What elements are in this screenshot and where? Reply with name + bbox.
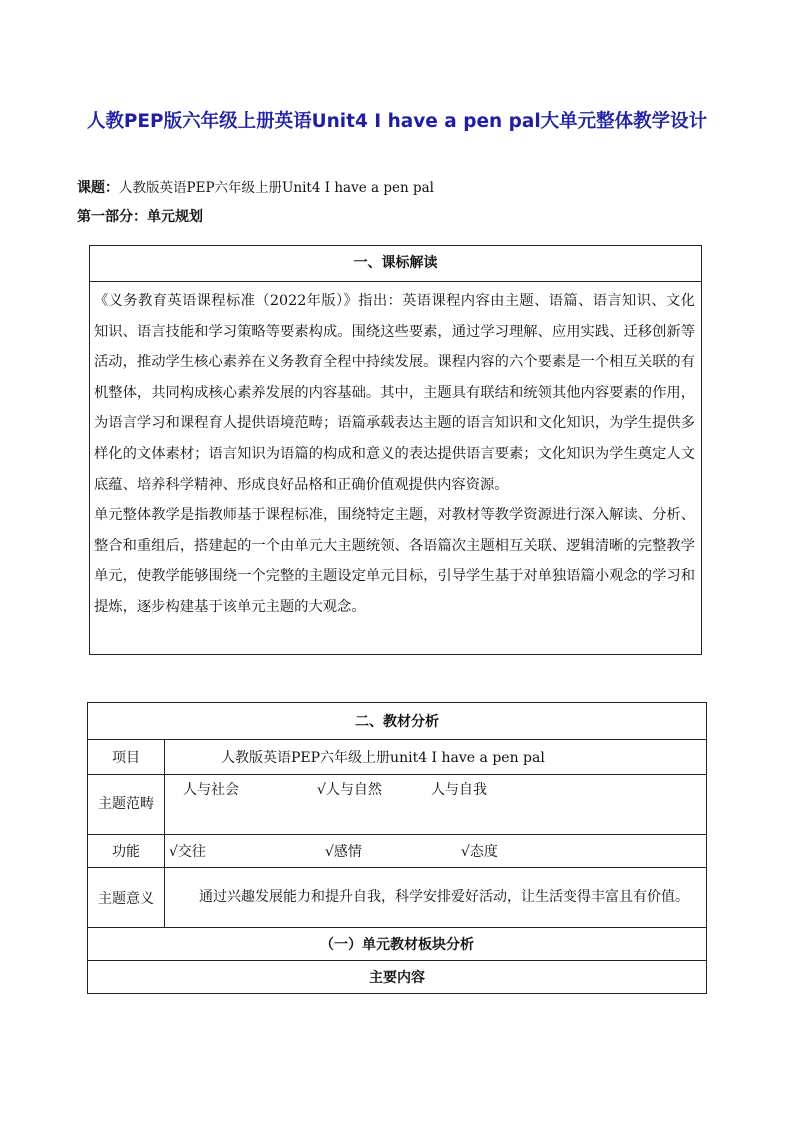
category-option-nature: √人与自然 xyxy=(317,782,382,798)
table-row xyxy=(88,703,707,740)
project-value: 人教版英语PEP六年级上册unit4 I have a pen pal xyxy=(165,740,707,775)
analysis-heading: 二、教材分析 xyxy=(88,703,707,740)
table-row xyxy=(88,961,707,994)
course-label: 课题： xyxy=(77,180,119,196)
function-options xyxy=(165,835,707,868)
course-line xyxy=(77,176,434,197)
function-option-emotion: √感情 xyxy=(325,844,362,860)
table-row xyxy=(88,740,707,775)
part-heading-text: 第一部分：单元规划 xyxy=(77,209,203,225)
category-options xyxy=(165,775,707,835)
main-content-heading: 主要内容 xyxy=(88,961,707,994)
table-row xyxy=(88,868,707,928)
table-row xyxy=(88,928,707,961)
meaning-value: 通过兴趣发展能力和提升自我，科学安排爱好活动，让生活变得丰富且有价值。 xyxy=(165,868,707,928)
category-option-society: 人与社会 xyxy=(183,782,239,798)
function-label: 功能 xyxy=(88,835,165,868)
category-label: 主题范畴 xyxy=(88,775,165,835)
function-option-communication: √交往 xyxy=(169,844,206,860)
standards-section xyxy=(89,245,702,655)
course-value: 人教版英语PEP六年级上册Unit4 I have a pen pal xyxy=(119,180,434,196)
meaning-label: 主题意义 xyxy=(88,868,165,928)
category-option-self: 人与自我 xyxy=(431,782,487,798)
document-title: 人教PEP版六年级上册英语Unit4 I have a pen pal大单元整体教学设计 xyxy=(86,111,708,132)
standards-paragraph-2: 单元整体教学是指教师基于课程标准，围绕特定主题，对教材等教学资源进行深入解读、分析、整合和重组后，搭建起的一个由单元大主题统领、各语篇次主题相互关联、逻辑清晰的完整教学单元，使教学能够围绕一个完整的主题设定单元目标，引导学生基于对单独语篇小观念的学习和提炼，逐步构建基于该单元主题的大观念。 xyxy=(94,507,695,615)
table-row xyxy=(88,775,707,835)
standards-body xyxy=(90,282,701,623)
part-heading xyxy=(77,206,203,226)
function-option-attitude: √态度 xyxy=(461,844,498,860)
unit-module-subheading: （一）单元教材板块分析 xyxy=(88,928,707,961)
standards-heading: 一、课标解读 xyxy=(90,246,701,282)
textbook-analysis-table xyxy=(87,702,707,994)
table-row xyxy=(88,835,707,868)
standards-paragraph-1: 《义务教育英语课程标准（2022年版）》指出：英语课程内容由主题、语篇、语言知识、文化知识、语言技能和学习策略等要素构成。围绕这些要素，通过学习理解、应用实践、迁移创新等活动，推动学生核心素养在义务教育全程中持续发展。课程内容的六个要素是一个相互关联的有机整体，共同构成核心素养发展的内容基础。其中，主题具有联结和统领其他内容要素的作用，为语言学习和课程育人提供语境范畴；语篇承载表达主题的语言知识和文化知识，为学生提供多样化的文体素材；语言知识为语篇的构成和意义的表达提供语言要素；文化知识为学生奠定人文底蕴、培养科学精神、形成良好品格和正确价值观提供内容资源。 xyxy=(94,293,695,493)
project-label: 项目 xyxy=(88,740,165,775)
